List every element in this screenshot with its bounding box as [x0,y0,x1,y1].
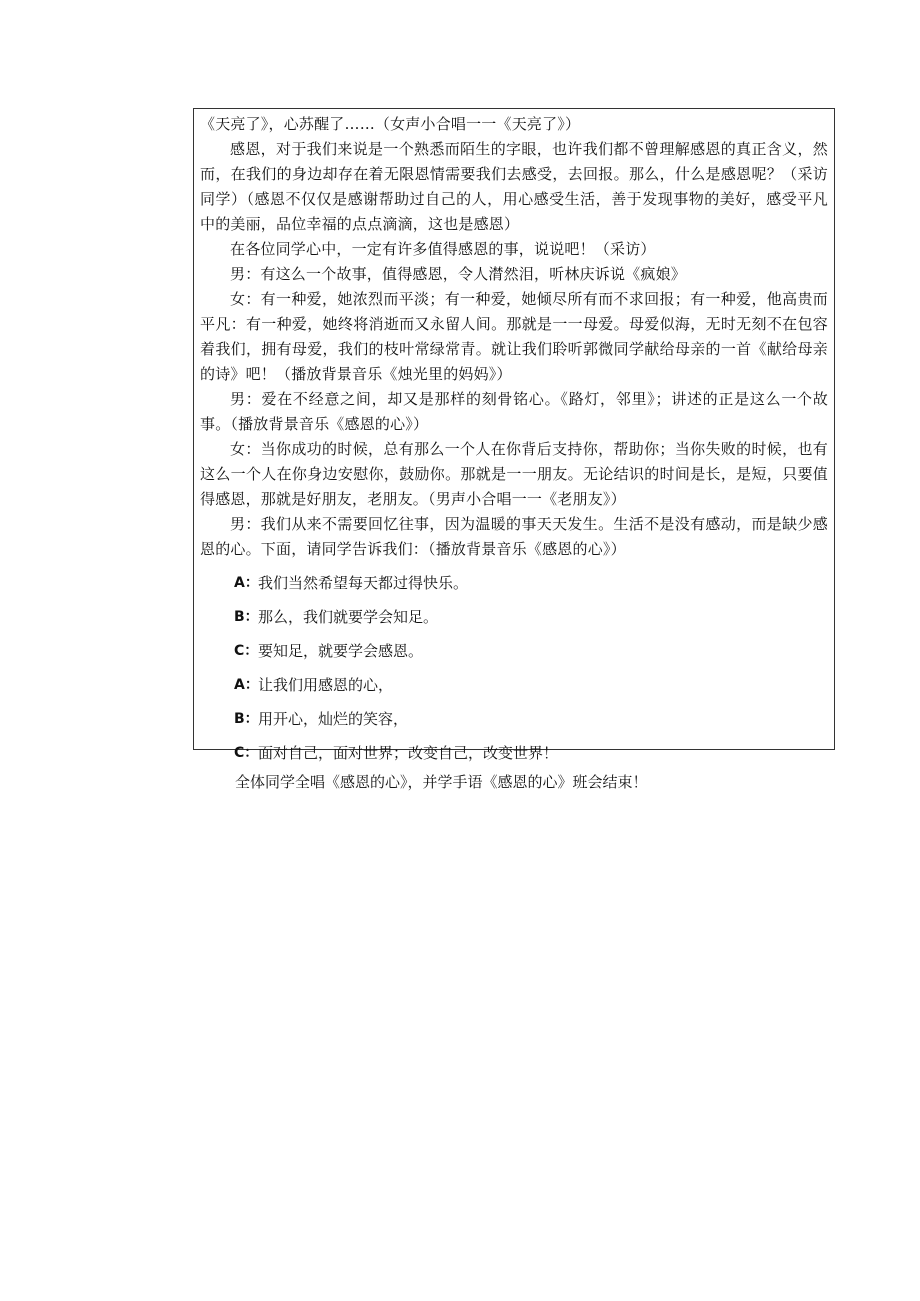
dialog-line [200,633,828,667]
script-table-cell [193,108,835,762]
speaker-label: B： [234,711,259,727]
paragraph: 男：有这么一个故事，值得感恩，令人潸然泪，听林庆诉说《疯娘》 [230,265,687,283]
dialog-text: 面对自己，面对世界；改变自己，改变世界！ [258,743,559,762]
speaker-label: A： [234,677,259,693]
dialog-list [200,565,828,769]
speaker-label: C： [234,643,259,659]
speaker-label: C： [234,745,259,761]
paragraph: 女：有一种爱，她浓烈而平淡；有一种爱，她倾尽所有而不求回报；有一种爱，他高贵而平凡：有一种爱，她终将消逝而又永留人间。那就是一一母爱。母爱似海，无时无刻不在包容着我们，拥有母爱，我们的枝叶常绿常青。就让我们聆听郭微同学献给母亲的一首《献给母亲的诗》吧！（播放背景音乐《烛光里的妈妈》） [200,290,828,383]
dialog-text: 我们当然希望每天都过得快乐。 [258,573,469,592]
dialog-line [200,565,828,599]
dialog-text: 那么，我们就要学会知足。 [258,607,439,626]
closing-line: 全体同学全唱《感恩的心》，并学手语《感恩的心》班会结束！ [235,773,648,791]
paragraph: 男：我们从来不需要回忆往事，因为温暖的事天天发生。生活不是没有感动，而是缺少感恩的心。下面，请同学告诉我们：（播放背景音乐《感恩的心》） [200,515,828,558]
dialog-text: 让我们用感恩的心， [258,675,394,694]
paragraph: 在各位同学心中，一定有许多值得感恩的事，说说吧！（采访） [230,240,656,258]
dialog-line [200,701,828,735]
paragraph: 男：爱在不经意之间，却又是那样的刻骨铭心。《路灯，邻里》；讲述的正是这么一个故事。（播放背景音乐《感恩的心》） [200,390,828,433]
paragraph: 《天亮了》，心苏醒了……（女声小合唱一一《天亮了》） [200,115,581,133]
dialog-line [200,735,828,769]
dialog-line [200,599,828,633]
dialog-line [200,667,828,701]
dialog-text: 用开心，灿烂的笑容， [258,709,409,728]
dialog-text: 要知足，就要学会感恩。 [258,641,424,660]
speaker-label: A： [234,575,259,591]
paragraph: 感恩，对于我们来说是一个熟悉而陌生的字眼，也许我们都不曾理解感恩的真正含义，然而，在我们的身边却存在着无限恩情需要我们去感受，去回报。那么，什么是感恩呢？（采访同学）（感恩不仅仅是感谢帮助过自己的人，用心感受生活，善于发现事物的美好，感受平凡中的美丽，品位幸福的点点滴滴，这也是感恩） [200,140,828,233]
speaker-label: B： [234,609,259,625]
paragraph: 女：当你成功的时候，总有那么一个人在你背后支持你，帮助你；当你失败的时候，也有这么一个人在你身边安慰你，鼓励你。那就是一一朋友。无论结识的时间是长，是短，只要值得感恩，那就是好朋友，老朋友。（男声小合唱一一《老朋友》） [200,440,828,508]
